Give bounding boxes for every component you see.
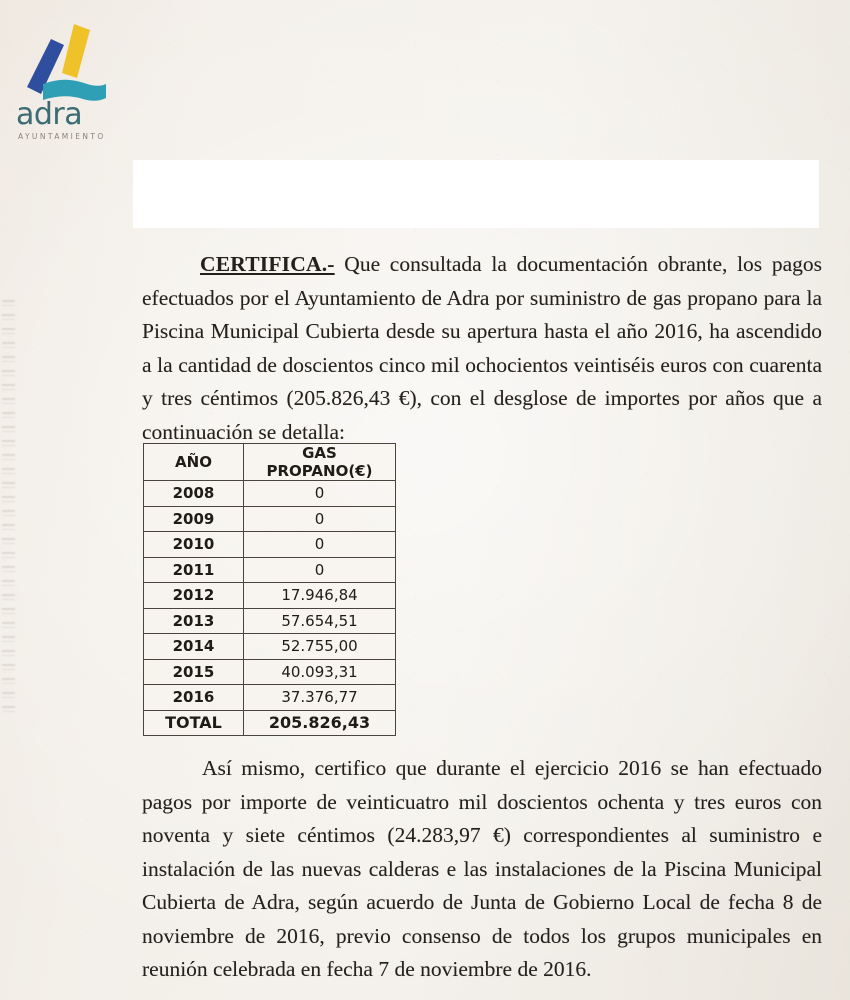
logo-mark-icon	[8, 12, 128, 102]
paragraph-certifica	[142, 248, 822, 449]
cell-year: 2012	[144, 583, 244, 609]
table-row	[144, 532, 396, 558]
column-header-gas-propano: GAS PROPANO(€)	[244, 444, 396, 481]
table-row	[144, 659, 396, 685]
table-row	[144, 583, 396, 609]
cell-value: 0	[244, 557, 396, 583]
table-row	[144, 481, 396, 507]
logo-yellow-shape	[62, 24, 90, 78]
cell-value: 0	[244, 532, 396, 558]
cell-year: 2016	[144, 685, 244, 711]
scan-edge-artifact	[2, 300, 15, 720]
cell-year: 2008	[144, 481, 244, 507]
table-row	[144, 608, 396, 634]
certification-body-second	[142, 752, 822, 987]
gas-propano-table	[143, 443, 396, 736]
table-header	[144, 444, 396, 481]
cell-total-label: TOTAL	[144, 710, 244, 736]
logo-subtitle: AYUNTAMIENTO	[18, 132, 106, 141]
table-row	[144, 634, 396, 660]
table-row	[144, 557, 396, 583]
cell-value: 57.654,51	[244, 608, 396, 634]
table-header-row	[144, 444, 396, 481]
cell-total-value: 205.826,43	[244, 710, 396, 736]
cell-year: 2010	[144, 532, 244, 558]
cell-value: 17.946,84	[244, 583, 396, 609]
column-header-year: AÑO	[144, 444, 244, 481]
redacted-white-block	[133, 160, 819, 228]
cell-year: 2014	[144, 634, 244, 660]
adra-ayuntamiento-logo	[8, 12, 128, 140]
cell-value: 0	[244, 481, 396, 507]
cell-year: 2009	[144, 506, 244, 532]
certification-body	[142, 248, 822, 449]
cell-year: 2011	[144, 557, 244, 583]
cell-value: 40.093,31	[244, 659, 396, 685]
gas-propano-table-wrapper	[143, 443, 396, 736]
cell-year: 2013	[144, 608, 244, 634]
logo-wordmark: adra	[16, 97, 83, 132]
table-row	[144, 685, 396, 711]
table-row-total	[144, 710, 396, 736]
cell-value: 52.755,00	[244, 634, 396, 660]
certifica-heading: CERTIFICA.-	[200, 252, 335, 276]
table-row	[144, 506, 396, 532]
paragraph-2: Así mismo, certifico que durante el ejercicio 2016 se han efectuado pagos por importe de veinticuatro mil doscientos ochenta y tres euros con noventa y siete céntimos (24.283,97 €) correspondientes al suministro e instalación de las nuevas calderas e las instalaciones de la Piscina Municipal Cubierta de Adra, según acuerdo de Junta de Gobierno Local de fecha 8 de noviembre de 2016, previo consenso de todos los grupos municipales en reunión celebrada en fecha 7 de noviembre de 2016.	[142, 756, 822, 981]
cell-value: 0	[244, 506, 396, 532]
table-body	[144, 481, 396, 736]
cell-value: 37.376,77	[244, 685, 396, 711]
paragraph-1-text: Que consultada la documentación obrante, los pagos efectuados por el Ayuntamiento de Adra por suministro de gas propano para la Piscina Municipal Cubierta desde su apertura hasta el año 2016, ha ascendido a la cantidad de doscientos cinco mil ochocientos veintiséis euros con cuarenta y tres céntimos (205.826,43 €), con el desglose de importes por años que a continuación se detalla:	[142, 252, 822, 444]
cell-year: 2015	[144, 659, 244, 685]
